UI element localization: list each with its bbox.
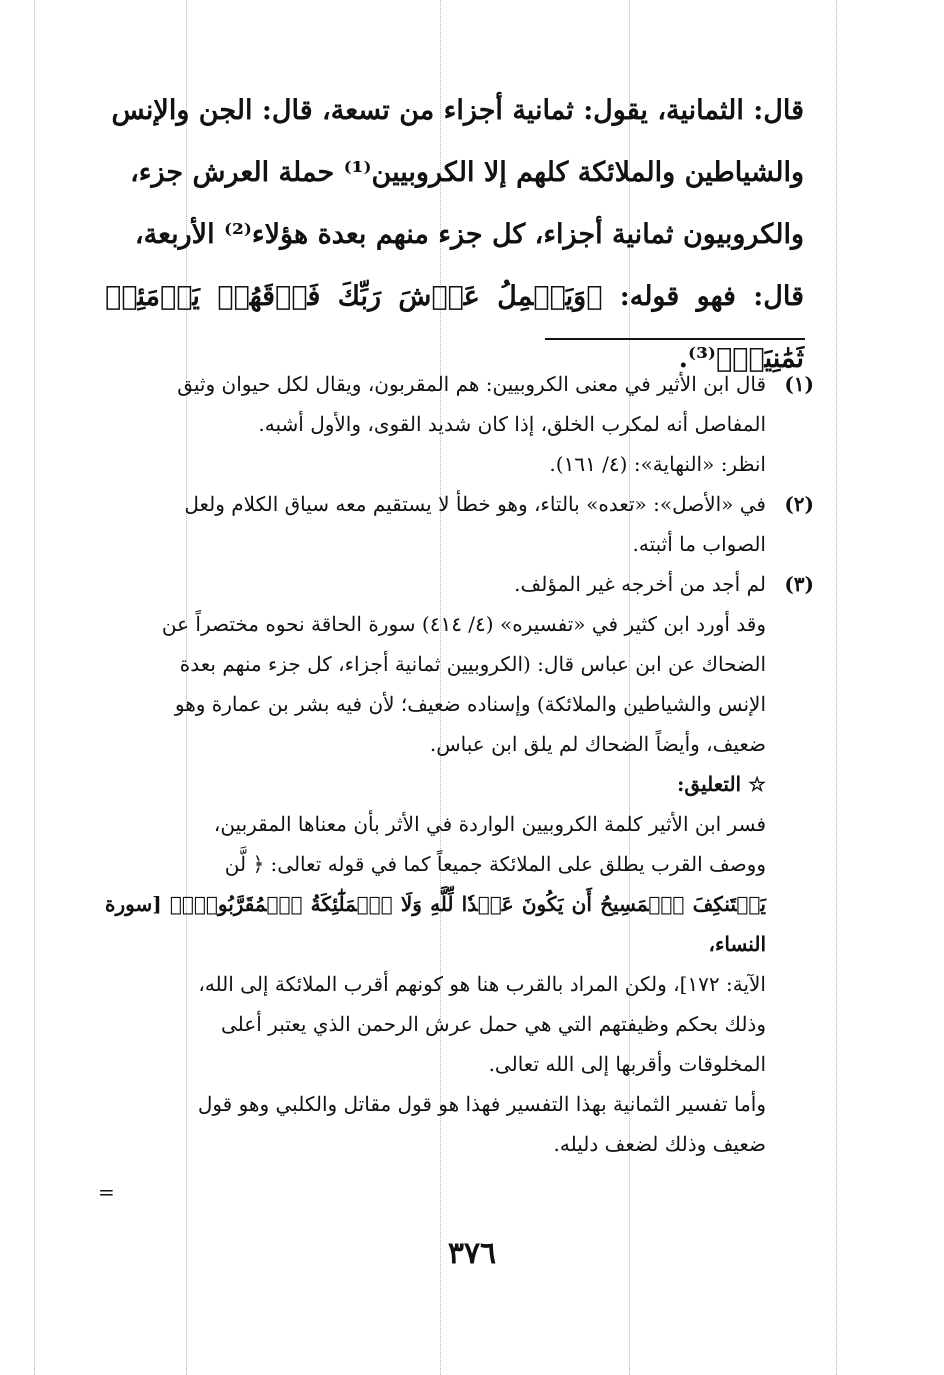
footnote-number: (٣) bbox=[784, 572, 814, 596]
main-line: قال: الثمانية، يقول: ثمانية أجزاء من تسعة، قال: الجن والإنس bbox=[111, 95, 804, 126]
footnote-3 bbox=[105, 564, 814, 604]
footnote-3-continuation bbox=[105, 604, 766, 1164]
footnote-line: الصواب ما أثبته. bbox=[632, 532, 766, 556]
footnote-line: وأما تفسير الثمانية بهذا التفسير فهذا هو قول مقاتل والكلبي وهو قول bbox=[197, 1092, 766, 1116]
main-line: والكروبيون ثمانية أجزاء، كل جزء منهم بعدة هؤلاء⁽²⁾ الأربعة، bbox=[134, 219, 804, 250]
footnote-number: (١) bbox=[784, 372, 814, 396]
footnote-1 bbox=[105, 364, 814, 484]
footnote-line: ووصف القرب يطلق على الملائكة جميعاً كما في قوله تعالى: ﴿ لَّن bbox=[224, 852, 766, 876]
footnote-line: قال ابن الأثير في معنى الكروبيين: هم المقربون، ويقال لكل حيوان وثيق bbox=[177, 372, 766, 396]
footnote-separator bbox=[545, 338, 805, 340]
main-text bbox=[105, 80, 804, 390]
footnote-line: الإنس والشياطين والملائكة) وإسناده ضعيف؛ لأن فيه بشر بن عمارة وهو bbox=[174, 692, 766, 716]
footnote-line: فسر ابن الأثير كلمة الكروبيين الواردة في الأثر بأن معناها المقربين، bbox=[213, 812, 766, 836]
footnote-line: وذلك بحكم وظيفتهم التي هي حمل عرش الرحمن الذي يعتبر أعلى bbox=[221, 1012, 766, 1036]
footnote-body bbox=[105, 364, 766, 484]
footnote-line: انظر: «النهاية»: (٤/ ١٦١). bbox=[549, 452, 766, 476]
main-line: قال: فهو قوله: ﴿وَيَحۡمِلُ عَرۡشَ رَبِّكَ فَوۡقَهُمۡ يَوۡمَئِذٖ ثَمَٰنِيَةٞ﴾⁽³⁾. bbox=[105, 281, 804, 374]
footnote-line: المخلوقات وأقربها إلى الله تعالى. bbox=[488, 1052, 766, 1076]
footnotes bbox=[105, 364, 814, 1164]
footnote-2 bbox=[105, 484, 814, 564]
footnote-line: المفاصل أنه لمكرب الخلق، إذا كان شديد القوى، والأول أشبه. bbox=[258, 412, 766, 436]
footnote-number: (٢) bbox=[784, 492, 814, 516]
continuation-mark: = bbox=[98, 1180, 115, 1204]
commentary-heading: ☆ التعليق: bbox=[677, 772, 766, 796]
footnote-body bbox=[105, 484, 766, 564]
footnote-line: ضعيف وذلك لضعف دليله. bbox=[553, 1132, 766, 1156]
footnote-line: ضعيف، وأيضاً الضحاك لم يلق ابن عباس. bbox=[429, 732, 766, 756]
footnote-line: لم أجد من أخرجه غير المؤلف. bbox=[514, 572, 766, 596]
footnote-line: يَسۡتَنكِفَ ٱلۡمَسِيحُ أَن يَكُونَ عَبۡدٗا لِّلَّهِ وَلَا ٱلۡمَلَٰٓئِكَةُ ٱلۡمُقَرَّبُونَۚ﴾ [سورة النساء، bbox=[105, 892, 766, 956]
footnote-line: الضحاك عن ابن عباس قال: (الكروبيين ثمانية أجزاء، كل جزء منهم بعدة bbox=[179, 652, 766, 676]
footnote-line: وقد أورد ابن كثير في «تفسيره» (٤/ ٤١٤) سورة الحاقة نحوه مختصراً عن bbox=[161, 612, 766, 636]
page-number: ٣٧٦ bbox=[447, 1236, 497, 1271]
footnote-body bbox=[105, 564, 766, 604]
footnote-line: الآية: ١٧٢]، ولكن المراد بالقرب هنا هو كونهم أقرب الملائكة إلى الله، bbox=[198, 972, 766, 996]
main-line: والشياطين والملائكة كلهم إلا الكروبيين⁽¹⁾ حملة العرش جزء، bbox=[130, 157, 804, 188]
footnote-line: في «الأصل»: «تعده» بالتاء، وهو خطأ لا يستقيم معه سياق الكلام ولعل bbox=[184, 492, 766, 516]
